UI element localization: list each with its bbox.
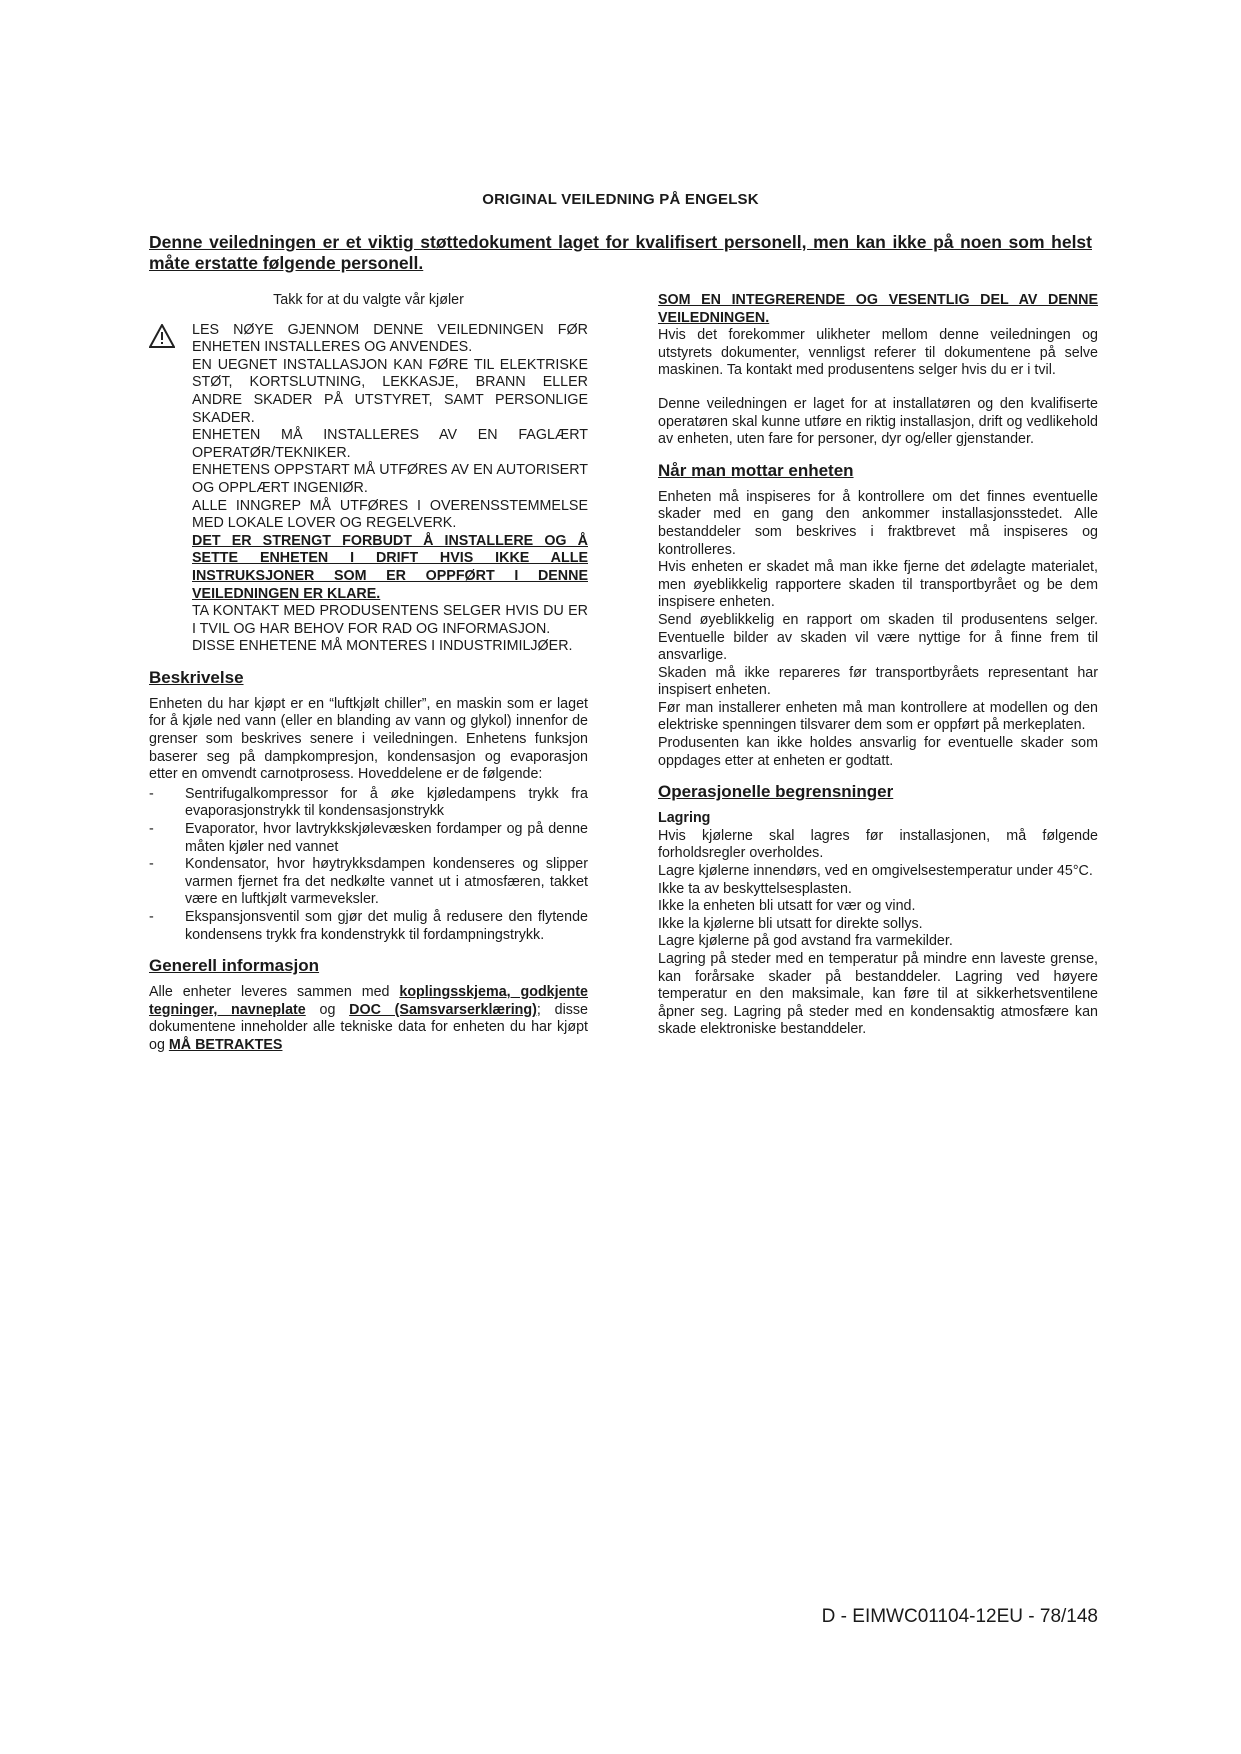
warning-block	[149, 322, 588, 656]
list-dash: -	[149, 909, 154, 925]
generell-must-strong: MÅ BETRAKTES	[168, 1036, 283, 1053]
paragraph-purpose: Denne veiledningen er laget for at installatøren og den kvalifiserte operatøren skal kunne utføre en riktig installasjon, drift og vedlikehold av enheten, uten fare for personer, dyr og/eller gjenstander.	[658, 395, 1098, 448]
list-item	[149, 821, 588, 856]
list-item-text: Kondensator, hvor høytrykksdampen kondenseres og slipper varmen fjernet fra det nedkølte vannet ut i atmosfæren, takket være en luftkjølt varmeveksler.	[185, 856, 588, 908]
mottar-paragraph: Før man installerer enheten må man kontrollere at modellen og den elektriske spenningen tilsvarer dem som er oppført på merkeplaten.	[658, 699, 1098, 734]
section-heading-beskrivelse: Beskrivelse	[149, 667, 244, 687]
list-dash: -	[149, 821, 154, 838]
generell-doc-strong: DOC (Samsvarserklæring)	[349, 1001, 537, 1018]
list-dash: -	[149, 785, 154, 802]
section-heading-generell: Generell informasjon	[149, 956, 320, 976]
warning-line: LES NØYE GJENNOM DENNE VEILEDNINGEN FØR ENHETEN INSTALLERES OG ANVENDES.	[192, 321, 588, 356]
mottar-paragraph: Enheten må inspiseres for å kontrollere om det finnes eventuelle skader med en gang den ankommer installasjonsstedet. Alle bestanddeler som beskrives i fraktbrevet må inspiseres og kontrolleres.	[658, 488, 1098, 558]
generell-text: og	[305, 1001, 350, 1018]
list-item-text: Evaporator, hvor lavtrykkskjølevæsken fordamper og på denne måten kjøler ned vannet	[185, 821, 588, 855]
list-item	[149, 856, 588, 909]
mottar-paragraph: Produsenten kan ikke holdes ansvarlig for eventuelle skader som oppdages etter at enheten er godtatt.	[658, 735, 1098, 769]
lagring-line: Lagre kjølerne innendørs, ved en omgivelsestemperatur under 45°C.	[658, 863, 1093, 880]
warning-strong: DET ER STRENGT FORBUDT Å INSTALLERE OG Å SETTE ENHETEN I DRIFT HVIS IKKE ALLE INSTRUKSJONER SOM ER OPPFØRT I DENNE VEILEDNINGEN ER KLARE.	[192, 532, 588, 602]
right-column	[658, 292, 1098, 1039]
mottar-paragraph: Hvis enheten er skadet må man ikke fjerne det ødelagte materialet, men øyeblikkelig rapportere skaden til transportbyrået og be dem inspisere enheten.	[658, 559, 1098, 611]
paragraph-discrepancy: Hvis det forekommer ulikheter mellom denne veiledningen og utstyrets dokumenter, vennligst referer til dokumentene på selve maskinen. Ta kontakt med produsentens selger hvis du er i tvil.	[658, 327, 1098, 379]
warning-line: DISSE ENHETENE MÅ MONTERES I INDUSTRIMILJØER.	[192, 638, 573, 655]
lagring-line: Hvis kjølerne skal lagres før installasjonen, må følgende forholdsregler overholdes.	[658, 827, 1098, 862]
left-column	[149, 292, 588, 1055]
generell-text: ; disse dokumentene inneholder alle tekniske data for enheten du har kjøpt og	[149, 1001, 588, 1053]
section-heading-operasjonelle: Operasjonelle begrensninger	[658, 782, 894, 802]
lagring-line: Lagre kjølerne på god avstand fra varmekilder.	[658, 933, 953, 950]
warning-line: ENHETENS OPPSTART MÅ UTFØRES AV EN AUTORISERT OG OPPLÆRT INGENIØR.	[192, 462, 588, 496]
list-item	[149, 786, 588, 821]
section-heading-mottar: Når man mottar enheten	[658, 460, 854, 480]
lagring-line: Ikke ta av beskyttelsesplasten.	[658, 880, 852, 897]
component-list	[149, 786, 588, 944]
generell-docs-strong: koplingsskjema, godkjente tegninger, navneplate	[149, 984, 588, 1018]
warning-triangle-icon	[149, 324, 175, 348]
mottar-paragraph: Send øyeblikkelig en rapport om skaden til produsentens selger. Eventuelle bilder av skaden vil være nyttige for å finne frem til ansvarlige.	[658, 611, 1098, 664]
list-dash: -	[149, 856, 154, 873]
intro-statement: Denne veiledningen er et viktig støttedokument laget for kvalifisert personell, men kan ikke på noen som helst måte erstatte følgende personell.	[149, 232, 1092, 273]
beskrivelse-body: Enheten du har kjøpt er en “luftkjølt chiller”, en maskin som er laget for å kjøle ned vann (eller en blanding av vann og glykol) innenfor de grenser som beskrives senere i veiledningen. Enhetens funksjon baserer seg på dampkompresjon, kondensasjon og evaporasjon etter en omvendt carnotprosess. Hoveddelene er de følgende:	[149, 695, 588, 783]
lagring-line: Lagring på steder med en temperatur på mindre enn laveste grense, kan forårsake skader på bestanddeler. Lagring ved høyere temperatur en den maksimale, kan føre til at sikkerhetsventilene åpner seg. Lagring på steder med en kondensaktig atmosfære kan skade elektroniske bestanddeler.	[658, 951, 1098, 1038]
generell-text: Alle enheter leveres sammen med	[149, 984, 400, 1001]
list-item-text: Sentrifugalkompressor for å øke kjøledampens trykk fra evaporasjonstrykk til kondensasjonstrykk	[185, 785, 588, 820]
thanks-line: Takk for at du valgte vår kjøler	[273, 292, 464, 308]
page-header-title: ORIGINAL VEILEDNING PÅ ENGELSK	[482, 191, 759, 208]
page-footer-reference: D - EIMWC01104-12EU - 78/148	[821, 1606, 1098, 1627]
warning-line: ENHETEN MÅ INSTALLERES AV EN FAGLÆRT OPERATØR/TEKNIKER.	[192, 427, 588, 461]
continuation-strong: SOM EN INTEGRERENDE OG VESENTLIG DEL AV DENNE VEILEDNINGEN.	[658, 292, 1098, 326]
lagring-line: Ikke la kjølerne bli utsatt for direkte sollys.	[658, 915, 923, 932]
warning-line: EN UEGNET INSTALLASJON KAN FØRE TIL ELEKTRISKE STØT, KORTSLUTNING, LEKKASJE, BRANN ELLER ANDRE SKADER PÅ UTSTYRET, SAMT PERSONLIGE SKADER.	[192, 356, 588, 426]
subheading-lagring: Lagring	[658, 810, 711, 827]
warning-line: TA KONTAKT MED PRODUSENTENS SELGER HVIS DU ER I TVIL OG HAR BEHOV FOR RAD OG INFORMASJON.	[192, 603, 588, 637]
lagring-line: Ikke la enheten bli utsatt for vær og vind.	[658, 898, 916, 915]
warning-line: ALLE INNGREP MÅ UTFØRES I OVERENSSTEMMELSE MED LOKALE LOVER OG REGELVERK.	[192, 497, 588, 532]
mottar-paragraph: Skaden må ikke repareres før transportbyråets representant har inspisert enheten.	[658, 664, 1098, 699]
generell-body	[149, 984, 588, 1054]
list-item-text: Ekspansjonsventil som gjør det mulig å redusere den flytende kondensens trykk fra kondenstrykk til fordampningstrykk.	[185, 909, 588, 943]
list-item	[149, 909, 588, 944]
